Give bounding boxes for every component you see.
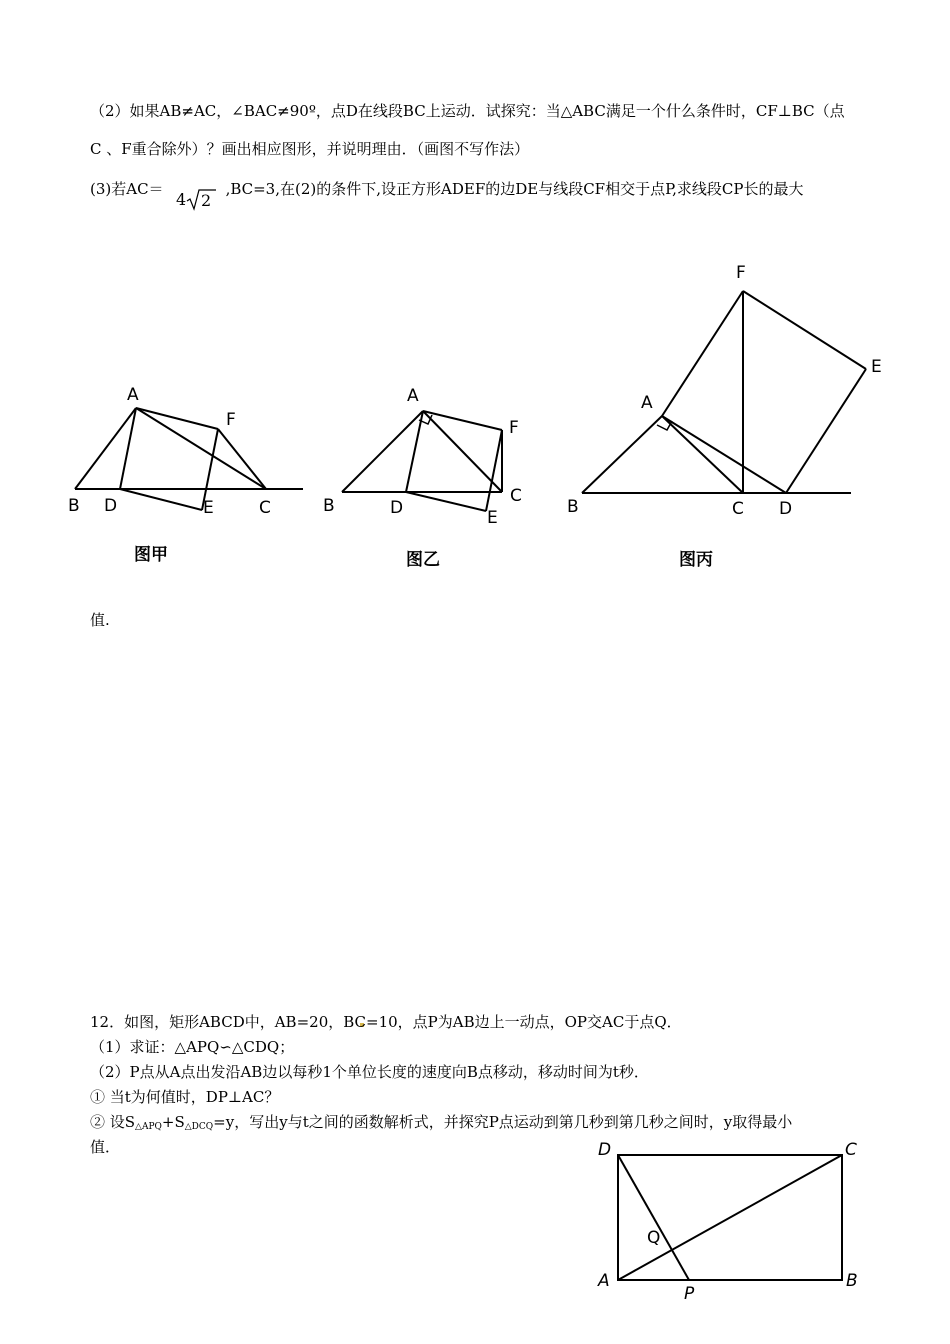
bing-caption: 图丙	[679, 550, 713, 570]
rect-label-p: P	[684, 1284, 695, 1304]
bing-label-f: F	[736, 263, 746, 283]
jia-segment-ac	[136, 408, 266, 489]
yi-label-d: D	[390, 498, 404, 518]
bing-segment-af	[662, 291, 743, 416]
figure-yi	[342, 411, 502, 511]
q12-line4: ① 当t为何值时，DP⊥AC？	[90, 1088, 280, 1106]
bing-segment-ac	[662, 416, 743, 493]
figure-jia	[75, 408, 303, 510]
q11-line4: 值.	[90, 611, 110, 629]
jia-label-d: D	[104, 496, 118, 516]
bing-label-e: E	[871, 357, 882, 377]
rect-label-a: A	[598, 1271, 610, 1291]
q12-line5-a: ② 设S	[90, 1113, 136, 1131]
yi-label-f: F	[509, 418, 519, 438]
q11-line3-pre: (3)若AC＝	[90, 180, 164, 198]
yi-segment-ac	[423, 411, 502, 492]
q12-subscript-apq: △APQ	[135, 1122, 162, 1132]
bing-label-a: A	[641, 393, 653, 413]
radical-argument: 2	[201, 191, 212, 210]
bing-segment-fe	[743, 291, 866, 369]
figure-rectangle	[618, 1155, 842, 1280]
rect-label-b: B	[846, 1271, 858, 1291]
yi-segment-ab	[342, 411, 423, 492]
jia-segment-de	[120, 489, 202, 510]
bing-label-b: B	[567, 497, 579, 517]
yi-label-e: E	[487, 508, 498, 528]
yi-label-c: C	[510, 486, 522, 506]
figure-bing	[582, 291, 866, 493]
jia-segment-af	[136, 408, 218, 429]
yi-segment-af	[423, 411, 502, 430]
jia-label-c: C	[259, 498, 271, 518]
rect-diagonal-ac	[618, 1155, 842, 1280]
yi-segment-ad	[406, 411, 423, 492]
jia-label-b: B	[68, 496, 80, 516]
q11-line1: （2）如果AB≠AC，∠BAC≠90º，点D在线段BC上运动．试探究：当△ABC满足一个什么条件时，CF⊥BC（点	[90, 102, 845, 120]
bing-label-c: C	[732, 499, 744, 519]
yi-label-a: A	[407, 386, 419, 406]
jia-label-e: E	[203, 498, 214, 518]
q12-line5	[90, 1111, 792, 1132]
rect-label-d: D	[598, 1140, 612, 1160]
yi-label-b: B	[323, 496, 335, 516]
jia-segment-ab	[75, 408, 136, 489]
q12-line6: 值．	[90, 1138, 121, 1156]
q12-line3: （2）P点从A点出发沿AB边以每秒1个单位长度的速度向B点移动，移动时间为t秒．	[90, 1063, 649, 1081]
yi-caption: 图乙	[406, 550, 440, 570]
jia-label-a: A	[127, 385, 139, 405]
q11-line2: C 、F重合除外）？画出相应图形，并说明理由．（画图不写作法）	[90, 140, 530, 158]
q12-line5-b: +S	[161, 1113, 185, 1131]
q12-line2: （1）求证：△APQ∽△CDQ；	[90, 1038, 295, 1056]
jia-segment-fc	[218, 429, 266, 489]
q12-line5-c: =y，写出y与t之间的函数解析式，并探究P点运动到第几秒到第几秒之间时，y取得最小	[213, 1113, 793, 1131]
rect-label-c: C	[845, 1140, 857, 1160]
q12-subscript-dcq: △DCQ	[184, 1122, 214, 1132]
bing-segment-ab	[582, 416, 662, 493]
bing-label-d: D	[779, 499, 793, 519]
jia-caption: 图甲	[134, 545, 168, 565]
q12-line1: 12．如图，矩形ABCD中，AB=20，BC=10，点P为AB边上一动点，OP交AC于点Q．	[90, 1013, 682, 1031]
bing-segment-ed	[786, 369, 866, 493]
yi-segment-de	[406, 492, 486, 511]
bing-segment-ad	[662, 416, 786, 493]
rect-label-q: Q	[647, 1228, 661, 1248]
jia-label-f: F	[226, 410, 236, 430]
q11-line3-post: ,BC=3,在(2)的条件下,设正方形ADEF的边DE与线段CF相交于点P,求线段CP长的最大	[225, 180, 804, 198]
radical-coefficient: 4	[176, 190, 187, 209]
yi-segment-fe	[486, 430, 502, 511]
